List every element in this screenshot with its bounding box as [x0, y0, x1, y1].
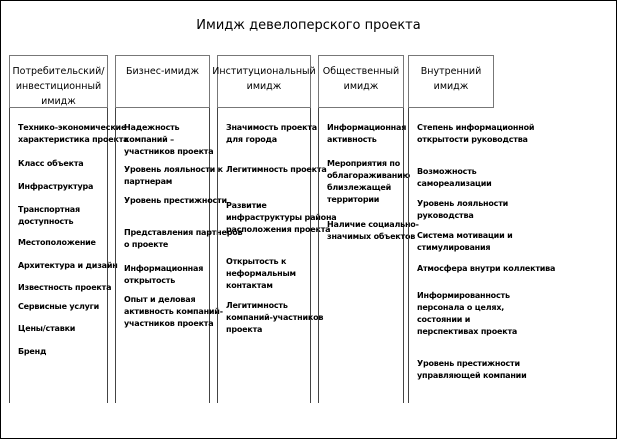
list-item: Архитектура и дизайн	[18, 261, 118, 270]
list-item: Класс объекта	[18, 159, 84, 168]
list-item: Уровень престижности	[124, 196, 227, 205]
list-item: Развитие инфраструктуры района расположения проекта	[226, 201, 337, 234]
list-item: Уровень лояльности руководства	[417, 199, 509, 220]
header-label: Институциональный имидж	[212, 66, 316, 92]
list-item: Информационная активность	[327, 123, 407, 144]
column-consumer-investment-image	[9, 108, 129, 403]
list-item: Сервисные услуги	[18, 302, 100, 311]
list-item: Наличие социально- значимых объектов	[327, 220, 419, 241]
list-item: Степень информационной открытости руководства	[417, 123, 535, 144]
diagram-title: Имидж девелоперского проекта	[196, 18, 421, 33]
list-item: Возможность самореализации	[417, 167, 492, 188]
list-item: Легитимность компаний-участников проекта	[226, 301, 324, 334]
list-item: Легитимность проекта	[226, 165, 327, 174]
header-label: Бизнес-имидж	[125, 66, 200, 77]
list-item: Надежность компаний – участников проекта	[124, 123, 214, 156]
list-item: Местоположение	[18, 238, 96, 247]
header-label: Внутренний имидж	[420, 66, 482, 92]
list-item: Цены/ставки	[18, 324, 76, 333]
list-item: Представления партнеров о проекте	[124, 228, 243, 249]
list-item: Атмосфера внутри коллектива	[417, 264, 556, 273]
list-item: Бренд	[18, 347, 47, 356]
list-item: Инфраструктура	[18, 182, 94, 191]
header-internal-image	[408, 55, 494, 108]
column-institutional-image	[217, 108, 337, 403]
list-item: Открытость к неформальным контактам	[226, 257, 296, 290]
header-institutional-image	[212, 55, 316, 108]
list-item: Информационная открытость	[124, 264, 204, 285]
list-item: Мероприятия по облагораживанию близлежащей территории	[327, 159, 411, 204]
list-item: Система мотивации и стимулирования	[417, 231, 513, 252]
column-public-image	[318, 108, 419, 403]
column-business-image	[115, 108, 243, 403]
list-item: Уровень лояльности к партнерам	[124, 165, 223, 186]
header-consumer-investment-image	[9, 55, 108, 108]
list-item: Известность проекта	[18, 283, 112, 292]
column-internal-image	[408, 108, 556, 403]
header-public-image	[318, 55, 404, 108]
list-item: Уровень престижности управляющей компании	[417, 359, 527, 380]
list-item: Значимость проекта для города	[226, 123, 318, 144]
header-business-image	[115, 55, 210, 108]
list-item: Опыт и деловая активность компаний- участников проекта	[124, 295, 223, 328]
list-item: Технико-экономические характеристика проекта	[18, 123, 129, 144]
list-item: Информированность персонала о целях, состоянии и перспективах проекта	[417, 291, 518, 336]
list-item: Транспортная доступность	[18, 205, 80, 226]
header-label: Общественный имидж	[322, 66, 400, 92]
header-label: Потребительский/ инвестиционный имидж	[12, 66, 105, 107]
